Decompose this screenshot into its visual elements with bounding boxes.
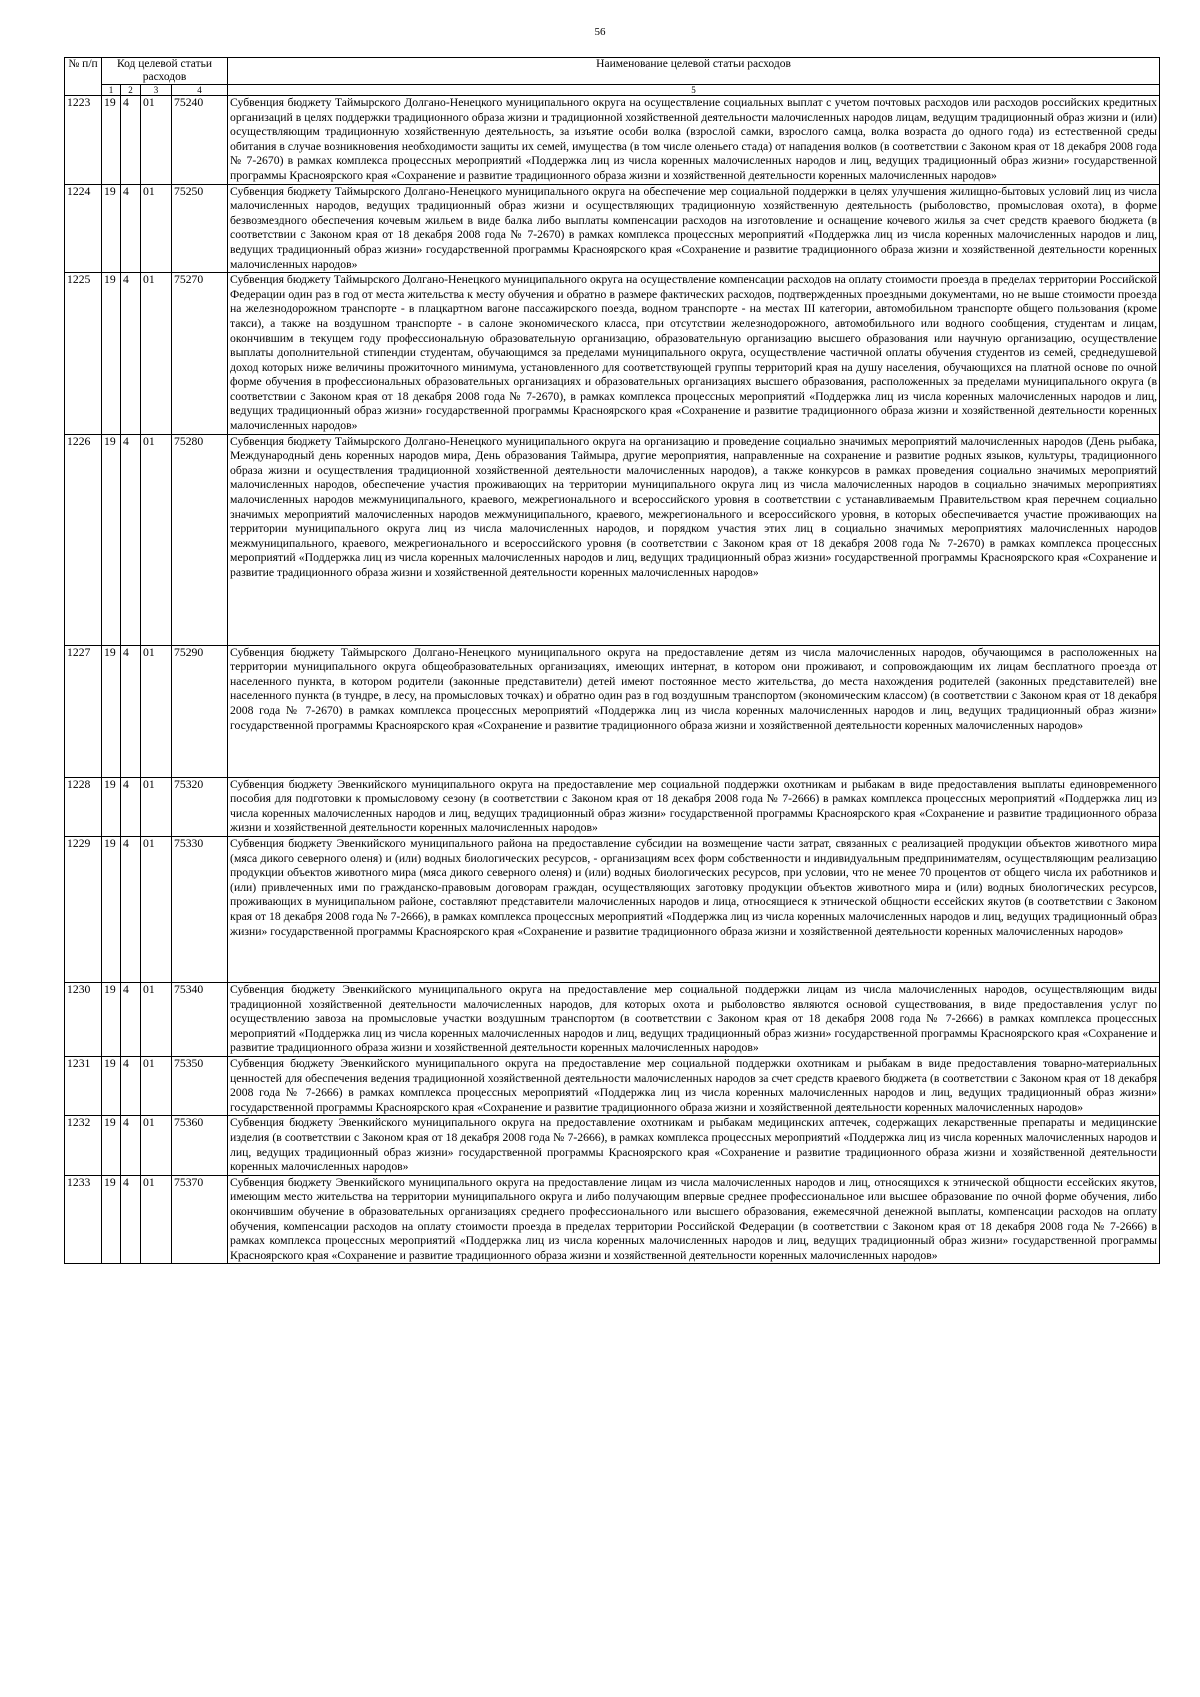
row-number: 1225 — [65, 273, 102, 435]
code-group: 01 — [141, 184, 172, 273]
row-name: Субвенция бюджету Таймырского Долгано-Ненецкого муниципального округа на обеспечение мер социальной поддержки в целях улучшения жилищно-бытовых условий лиц из числа малочисленных народов, ведущих традиционный образ жизни и осуществляющих традиционную хозяйственную деятельность (рыболовство, промысловая охота), в форме безвозмездного обеспечения кочевым жильем в виде балка либо выплаты компенсации расходов на изготовление и оснащение кочевого жилья за счет средств краевого бюджета (в соответствии с Законом края от 18 декабря 2008 года № 7-2670) в рамках комплекса процессных мероприятий «Поддержка лиц из числа коренных малочисленных народов и лиц, ведущих традиционный образ жизни» государственной программы Красноярского края «Сохранение и развитие традиционного образа жизни и хозяйственной деятельности коренных малочисленных народов» — [228, 184, 1160, 273]
row-number: 1231 — [65, 1057, 102, 1116]
code-program: 19 — [102, 1175, 121, 1264]
code-program: 19 — [102, 983, 121, 1057]
code-group: 01 — [141, 96, 172, 185]
code-subprogram: 4 — [121, 777, 141, 836]
code-subprogram: 4 — [121, 1057, 141, 1116]
code-item: 75280 — [172, 434, 228, 645]
row-name: Субвенция бюджету Таймырского Долгано-Ненецкого муниципального округа на осуществление компенсации расходов на оплату стоимости проезда в пределах территории Российской Федерации один раз в год от места жительства к месту обучения и обратно в размере фактических расходов, подтвержденных проездными документами, но не выше стоимости проезда на железнодорожном транспорте - в плацкартном вагоне пассажирского поезда, водном транспорте - на местах III категории, автомобильном транспорте общего пользования (кроме такси), а также на воздушном транспорте - в салоне экономического класса, при отсутствии железнодорожного, автомобильного или водного сообщения, студентам и лицам, окончившим в текущем году профессиональную образовательную организацию, образовательную организацию высшего образования или научную организацию, осуществление выплаты дополнительной стипендии студентам, обучающимся за пределами муниципального округа, осуществление частичной оплаты обучения студентов из семей, среднедушевой доход которых ниже величины прожиточного минимума, установленного для соответствующей группы территорий края на душу населения, обучающихся на платной основе по очной форме обучения в профессиональных образовательных организациях и образовательных организациях высшего образования, расположенных за пределами муниципального округа (в соответствии с Законом края от 18 декабря 2008 года № 7-2670), в рамках комплекса процессных мероприятий «Поддержка лиц из числа коренных малочисленных народов и лиц, ведущих традиционный образ жизни» государственной программы Красноярского края «Сохранение и развитие традиционного образа жизни и хозяйственной деятельности коренных малочисленных народов» — [228, 273, 1160, 435]
code-subprogram: 4 — [121, 273, 141, 435]
code-subprogram: 4 — [121, 434, 141, 645]
code-item: 75340 — [172, 983, 228, 1057]
code-subprogram: 4 — [121, 1116, 141, 1175]
code-group: 01 — [141, 837, 172, 983]
header-code: Код целевой статьи расходов — [102, 58, 228, 85]
header-name: Наименование целевой статьи расходов — [228, 58, 1160, 85]
col-number: 3 — [141, 85, 172, 96]
table-row — [65, 1175, 1160, 1264]
row-name: Субвенция бюджету Эвенкийского муниципального округа на предоставление мер социальной поддержки охотникам и рыбакам в виде предоставления выплаты единовременного пособия для подготовки к промысловому сезону (в соответствии с Законом края от 18 декабря 2008 года № 7-2666) в рамках комплекса процессных мероприятий «Поддержка лиц из числа коренных малочисленных народов и лиц, ведущих традиционный образ жизни» государственной программы Красноярского края «Сохранение и развитие традиционного образа жизни и хозяйственной деятельности коренных малочисленных народов» — [228, 777, 1160, 836]
code-subprogram: 4 — [121, 983, 141, 1057]
row-name: Субвенция бюджету Эвенкийского муниципального округа на предоставление мер социальной поддержки охотникам и рыбакам в виде предоставления товарно-материальных ценностей для обеспечения ведения традиционной хозяйственной деятельности малочисленных народов за счет средств краевого бюджета (в соответствии с Законом края от 18 декабря 2008 года № 7-2666) в рамках комплекса процессных мероприятий «Поддержка лиц из числа коренных малочисленных народов и лиц, ведущих традиционный образ жизни» государственной программы Красноярского края «Сохранение и развитие традиционного образа жизни и хозяйственной деятельности коренных малочисленных народов» — [228, 1057, 1160, 1116]
code-item: 75330 — [172, 837, 228, 983]
row-number: 1229 — [65, 837, 102, 983]
code-group: 01 — [141, 434, 172, 645]
table-row — [65, 1057, 1160, 1116]
column-number-row — [65, 85, 1160, 96]
table-row — [65, 1116, 1160, 1175]
table-row — [65, 983, 1160, 1057]
target-expense-table — [64, 57, 1160, 1264]
row-number: 1223 — [65, 96, 102, 185]
code-program: 19 — [102, 273, 121, 435]
row-name: Субвенция бюджету Эвенкийского муниципального района на предоставление субсидии на возмещение части затрат, связанных с реализацией продукции объектов животного мира (мяса дикого северного оленя) и (или) водных биологических ресурсов, - организациям всех форм собственности и индивидуальным предпринимателям, осуществляющим реализацию продукции объектов животного мира (мяса дикого северного оленя) и (или) водных биологических ресурсов, при условии, что не менее 70 процентов от общего числа их работников и (или) привлеченных ими по гражданско-правовым договорам граждан, осуществляющих заготовку продукции объектов животного мира и (или) водных биологических ресурсов, проживающих в муниципальном районе, составляют представители малочисленных народов и лица, относящиеся к этнической общности ессейских якутов (в соответствии с Законом края от 18 декабря 2008 года № 7-2666), в рамках комплекса процессных мероприятий «Поддержка лиц из числа коренных малочисленных народов и лиц, ведущих традиционный образ жизни» государственной программы Красноярского края «Сохранение и развитие традиционного образа жизни и хозяйственной деятельности коренных малочисленных народов» — [228, 837, 1160, 983]
col-number: 1 — [102, 85, 121, 96]
code-subprogram: 4 — [121, 184, 141, 273]
table-row — [65, 837, 1160, 983]
code-program: 19 — [102, 837, 121, 983]
code-program: 19 — [102, 777, 121, 836]
code-program: 19 — [102, 434, 121, 645]
code-item: 75250 — [172, 184, 228, 273]
table-row — [65, 777, 1160, 836]
row-number: 1230 — [65, 983, 102, 1057]
row-name: Субвенция бюджету Таймырского Долгано-Ненецкого муниципального округа на организацию и проведение социально значимых мероприятий малочисленных народов (День рыбака, Международный день коренных народов мира, День образования Таймыра, другие мероприятия, направленные на сохранение и развитие родных языков, культуры, традиционного образа жизни и осуществления традиционной хозяйственной деятельности малочисленных народов), а также конкурсов в рамках проведения социально значимых мероприятий малочисленных народов, обеспечение участия проживающих на территории муниципального округа лиц из числа малочисленных народов в социально значимых мероприятиях малочисленных народов межмуниципального, краевого, межрегионального и всероссийского уровня в соответствии с устанавливаемым Правительством края перечнем социально значимых мероприятий малочисленных народов межмуниципального, краевого, межрегионального и всероссийского уровня, в которых обеспечивается участие проживающих на территории муниципального округа лиц из числа малочисленных народов, и порядком участия этих лиц в социально значимых мероприятиях малочисленных народов межмуниципального, краевого, межрегионального и всероссийского уровня (в соответствии с Законом края от 18 декабря 2008 года № 7-2670) в рамках комплекса процессных мероприятий «Поддержка лиц из числа коренных малочисленных народов и лиц, ведущих традиционный образ жизни» государственной программы Красноярского края «Сохранение и развитие традиционного образа жизни и хозяйственной деятельности коренных малочисленных народов» — [228, 434, 1160, 645]
row-number: 1233 — [65, 1175, 102, 1264]
col-number: 4 — [172, 85, 228, 96]
row-number: 1227 — [65, 645, 102, 777]
code-group: 01 — [141, 645, 172, 777]
code-group: 01 — [141, 1175, 172, 1264]
code-item: 75270 — [172, 273, 228, 435]
row-number: 1228 — [65, 777, 102, 836]
code-program: 19 — [102, 645, 121, 777]
code-subprogram: 4 — [121, 1175, 141, 1264]
table-row — [65, 434, 1160, 645]
code-group: 01 — [141, 777, 172, 836]
row-name: Субвенция бюджету Эвенкийского муниципального округа на предоставление охотникам и рыбакам медицинских аптечек, содержащих лекарственные препараты и медицинские изделия (в соответствии с Законом края от 18 декабря 2008 года № 7-2666), в рамках комплекса процессных мероприятий «Поддержка лиц из числа коренных малочисленных народов и лиц, ведущих традиционный образ жизни» государственной программы Красноярского края «Сохранение и развитие традиционного образа жизни и хозяйственной деятельности коренных малочисленных народов» — [228, 1116, 1160, 1175]
table-row — [65, 96, 1160, 185]
header-num: № п/п — [65, 58, 102, 96]
row-number: 1224 — [65, 184, 102, 273]
code-item: 75360 — [172, 1116, 228, 1175]
col-number: 5 — [228, 85, 1160, 96]
code-item: 75370 — [172, 1175, 228, 1264]
table-row — [65, 645, 1160, 777]
code-item: 75240 — [172, 96, 228, 185]
row-name: Субвенция бюджету Таймырского Долгано-Ненецкого муниципального округа на предоставление детям из числа малочисленных народов, обучающимся в расположенных на территории муниципального округа общеобразовательных организациях, имеющих интернат, в котором они проживают, и сопровождающим их лицам бесплатного проезда от населенного пункта, в котором родители (законные представители) детей имеют постоянное место жительства, до места нахождения родителей (законных представителей) вне населенного пункта (в тундре, в лесу, на промысловых точках) и обратно один раз в год воздушным транспортом (экономическим классом) (в соответствии с Законом края от 18 декабря 2008 года № 7-2670) в рамках комплекса процессных мероприятий «Поддержка лиц из числа коренных малочисленных народов и лиц, ведущих традиционный образ жизни» государственной программы Красноярского края «Сохранение и развитие традиционного образа жизни и хозяйственной деятельности коренных малочисленных народов» — [228, 645, 1160, 777]
page-number: 56 — [594, 26, 606, 38]
code-program: 19 — [102, 1116, 121, 1175]
code-subprogram: 4 — [121, 96, 141, 185]
code-item: 75290 — [172, 645, 228, 777]
row-name: Субвенция бюджету Таймырского Долгано-Ненецкого муниципального округа на осуществление социальных выплат с учетом почтовых расходов или расходов российских кредитных организаций в целях поддержки традиционного образа жизни и традиционной хозяйственной деятельности малочисленных народов лицам, ведущим традиционный образ жизни и (или) осуществляющим традиционную хозяйственную деятельность, за изъятие особи волка (взрослой самки, взрослого самца, волка возраста до одного года) из естественной среды обитания в случае возникновения необходимости защиты их семей, имущества (в том числе оленьего стада) от нападения волков (в соответствии с Законом края от 18 декабря 2008 года № 7-2670) в рамках комплекса процессных мероприятий «Поддержка лиц из числа коренных малочисленных народов и лиц, ведущих традиционный образ жизни» государственной программы Красноярского края «Сохранение и развитие традиционного образа жизни и хозяйственной деятельности коренных малочисленных народов» — [228, 96, 1160, 185]
code-subprogram: 4 — [121, 645, 141, 777]
code-program: 19 — [102, 1057, 121, 1116]
code-item: 75350 — [172, 1057, 228, 1116]
row-number: 1232 — [65, 1116, 102, 1175]
code-program: 19 — [102, 184, 121, 273]
code-group: 01 — [141, 983, 172, 1057]
code-group: 01 — [141, 1057, 172, 1116]
code-group: 01 — [141, 273, 172, 435]
table-row — [65, 273, 1160, 435]
row-number: 1226 — [65, 434, 102, 645]
col-number: 2 — [121, 85, 141, 96]
code-subprogram: 4 — [121, 837, 141, 983]
code-group: 01 — [141, 1116, 172, 1175]
row-name: Субвенция бюджету Эвенкийского муниципального округа на предоставление лицам из числа малочисленных народов и лиц, относящихся к этнической общности ессейских якутов, имеющим место жительства на территории муниципального округа и либо получающим впервые среднее профессиональное или высшее образование по очной форме обучения, либо окончившим обучение в образовательных организациях среднего профессионального или высшего образования, ежемесячной денежной выплаты, компенсации расходов на оплату обучения, компенсации расходов на оплату стоимости проезда в пределах территории Российской Федерации (в соответствии с Законом края от 18 декабря 2008 года № 7-2666) в рамках комплекса процессных мероприятий «Поддержка лиц из числа коренных малочисленных народов и лиц, ведущих традиционный образ жизни» государственной программы Красноярского края «Сохранение и развитие традиционного образа жизни и хозяйственной деятельности коренных малочисленных народов» — [228, 1175, 1160, 1264]
table-header-row — [65, 58, 1160, 85]
table-row — [65, 184, 1160, 273]
row-name: Субвенция бюджету Эвенкийского муниципального округа на предоставление мер социальной поддержки лицам из числа малочисленных народов, осуществляющим виды традиционной хозяйственной деятельности малочисленных народов, для которых охота и рыболовство являются основой существования, в виде предоставления услуг по осуществлению завоза на промысловые участки воздушным транспортом (в соответствии с Законом края от 18 декабря 2008 года № 7-2666) в рамках комплекса процессных мероприятий «Поддержка лиц из числа коренных малочисленных народов и лиц, ведущих традиционный образ жизни» государственной программы Красноярского края «Сохранение и развитие традиционного образа жизни и хозяйственной деятельности коренных малочисленных народов» — [228, 983, 1160, 1057]
code-item: 75320 — [172, 777, 228, 836]
code-program: 19 — [102, 96, 121, 185]
